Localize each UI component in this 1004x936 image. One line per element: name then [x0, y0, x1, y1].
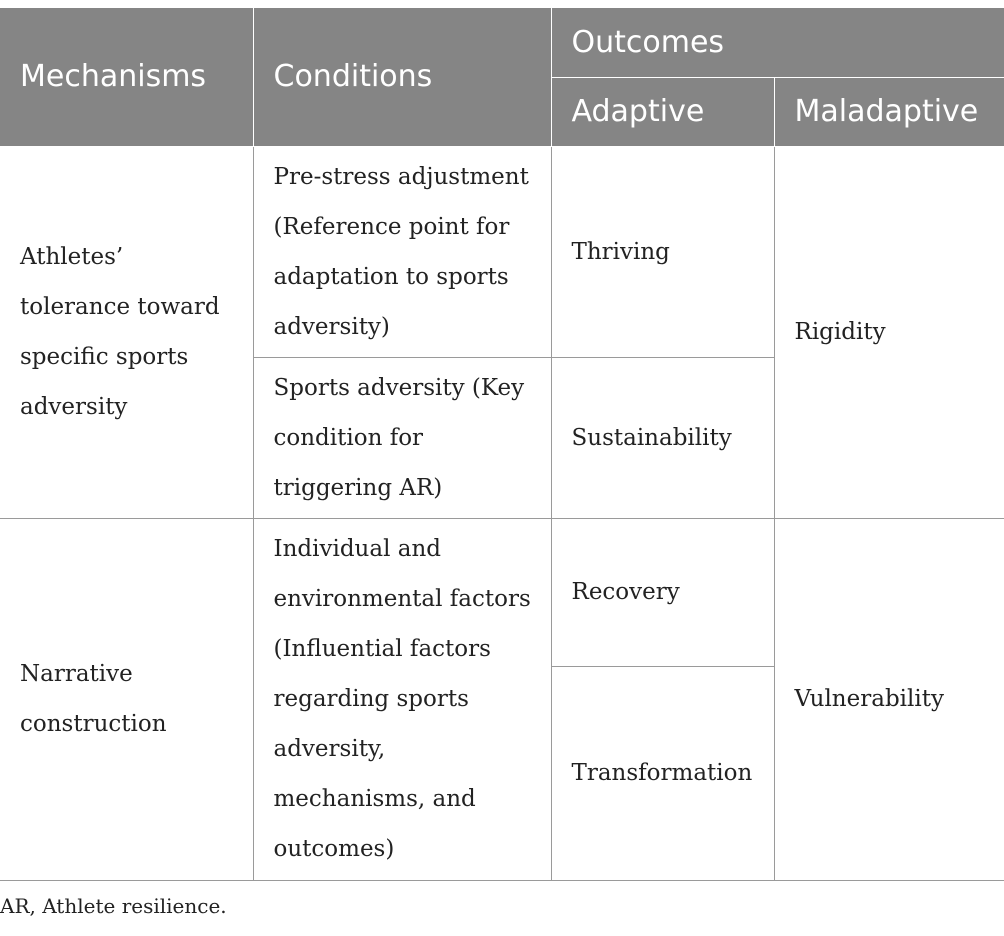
condition-cell: Pre-stress adjustment (Reference point for adaptation to sports adversity): [253, 146, 551, 357]
maladaptive-outcome-cell: Rigidity: [774, 146, 1004, 518]
header-outcomes: Outcomes: [551, 8, 1004, 77]
adaptive-outcome-cell: Thriving: [551, 146, 774, 357]
header-maladaptive: Maladaptive: [774, 77, 1004, 146]
table-row: [0, 146, 1004, 357]
adaptive-outcome-cell: Sustainability: [551, 357, 774, 518]
header-row-top: [0, 8, 1004, 77]
maladaptive-outcome-cell: Vulnerability: [774, 518, 1004, 880]
adaptive-outcome-cell: Recovery: [551, 518, 774, 666]
condition-cell: Individual and environmental factors (Influential factors regarding sports adversity, mechanisms, and outcomes): [253, 518, 551, 880]
resilience-table: [0, 8, 1004, 881]
table-row: [0, 518, 1004, 666]
condition-cell: Sports adversity (Key condition for triggering AR): [253, 357, 551, 518]
adaptive-outcome-cell: Transformation: [551, 666, 774, 880]
table-footnote: AR, Athlete resilience.: [0, 894, 227, 918]
header-adaptive: Adaptive: [551, 77, 774, 146]
header-mechanisms: Mechanisms: [0, 8, 253, 146]
header-conditions: Conditions: [253, 8, 551, 146]
mechanism-cell: Narrative construction: [0, 518, 253, 880]
mechanism-cell: Athletes’ tolerance toward specific sports adversity: [0, 146, 253, 518]
